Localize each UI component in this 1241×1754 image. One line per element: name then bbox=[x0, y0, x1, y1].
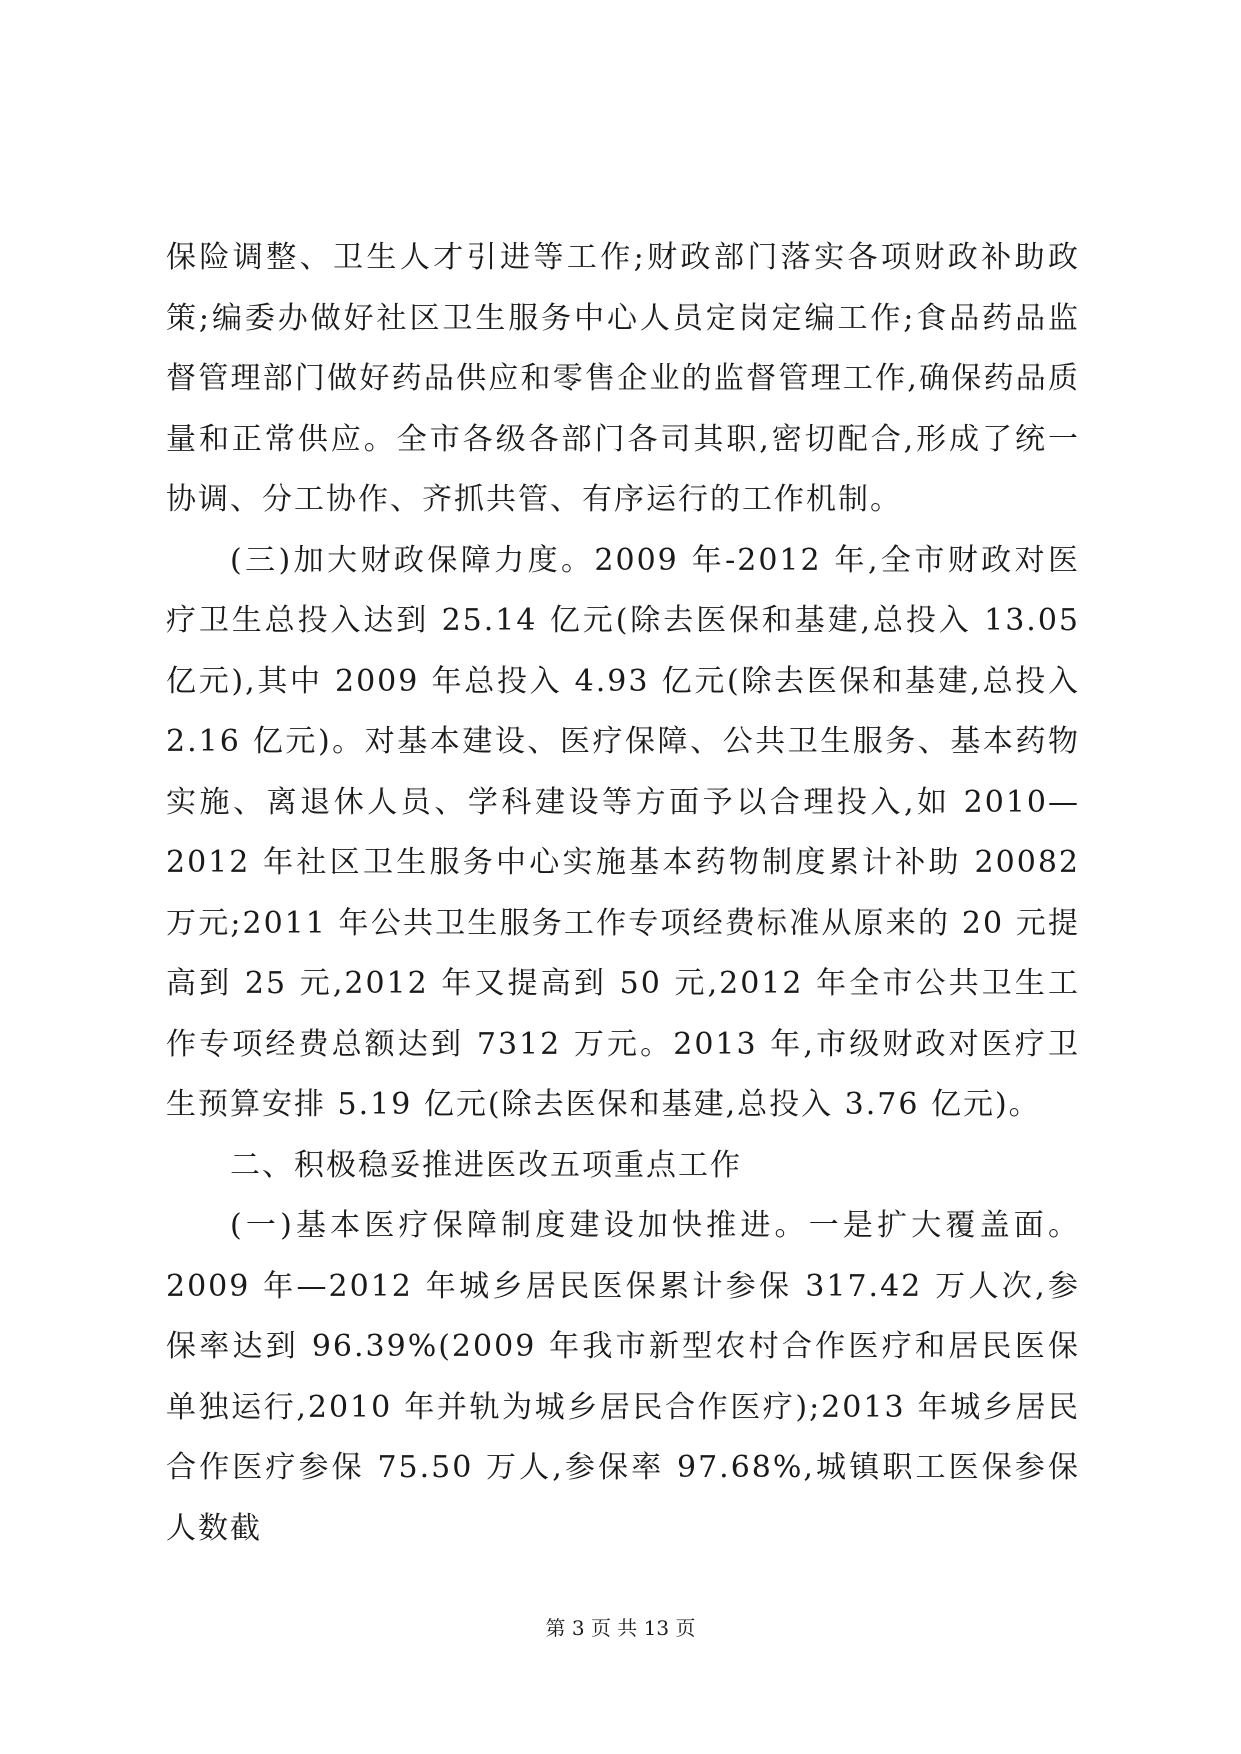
paragraph-fiscal-support: (三)加大财政保障力度。2009 年-2012 年,全市财政对医疗卫生总投入达到 25.14 亿元(除去医保和基建,总投入 13.05 亿元),其中 2009 年总投入 4.93 亿元(除去医保和基建,总投入 2.16 亿元)。对基本建设、医疗保障、公共卫生服务、基本药物实施、离退休人员、学科建设等方面予以合理投入,如 2010—2012 年社区卫生服务中心实施基本药物制度累计补助 20082 万元;2011 年公共卫生服务工作专项经费标准从原来的 20 元提高到 25 元,2012 年又提高到 50 元,2012 年全市公共卫生工作专项经费总额达到 7312 万元。2013 年,市级财政对医疗卫生预算安排 5.19 亿元(除去医保和基建,总投入 3.76 亿元)。 bbox=[166, 542, 1080, 1122]
paragraph-medical-insurance: (一)基本医疗保障制度建设加快推进。一是扩大覆盖面。2009 年—2012 年城乡居民医保累计参保 317.42 万人次,参保率达到 96.39%(2009 年我市新型农村合作医疗和居民医保单独运行,2010 年并轨为城乡居民合作医疗);2013 年城乡居民合作医疗参保 75.50 万人,参保率 97.68%,城镇职工医保参保人数截 bbox=[166, 1208, 1080, 1546]
paragraph-continued: 保险调整、卫生人才引进等工作;财政部门落实各项财政补助政策;编委办做好社区卫生服务中心人员定岗定编工作;食品药品监督管理部门做好药品供应和零售企业的监督管理工作,确保药品质量和正常供应。全市各级各部门各司其职,密切配合,形成了统一协调、分工协作、齐抓共管、有序运行的工作机制。 bbox=[166, 240, 1080, 517]
page-number-footer: 第 3 页 共 13 页 bbox=[545, 1616, 696, 1640]
document-body bbox=[166, 228, 1080, 1559]
section-heading: 二、积极稳妥推进医改五项重点工作 bbox=[230, 1147, 742, 1183]
